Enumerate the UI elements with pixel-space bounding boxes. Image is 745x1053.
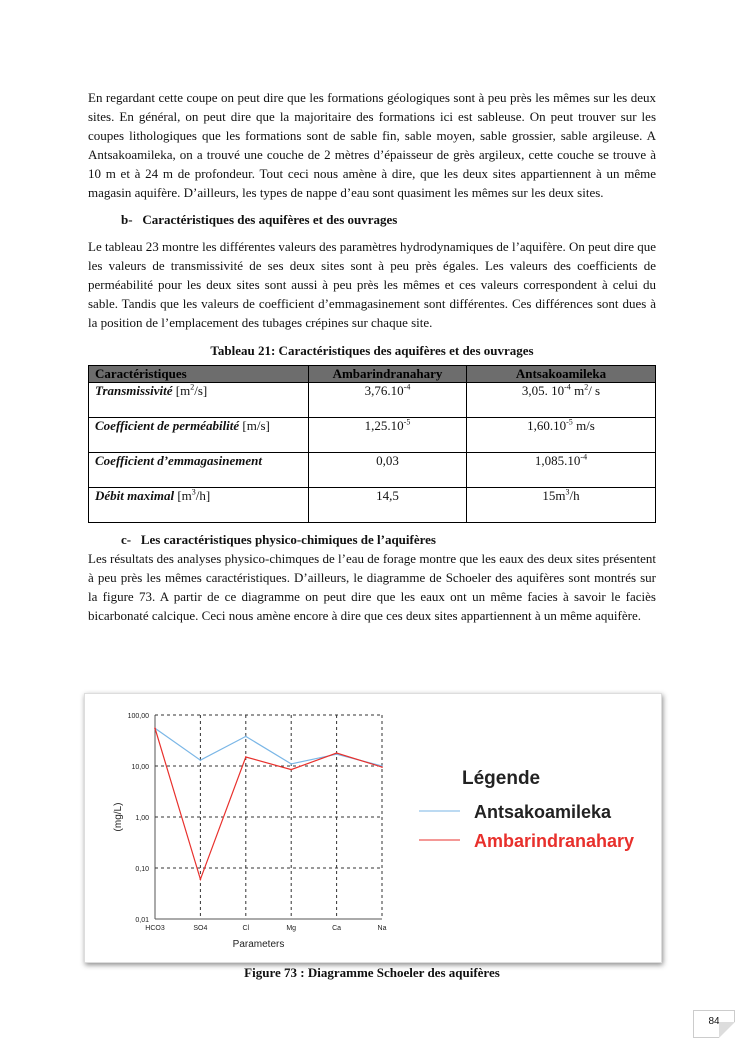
table-row (89, 453, 656, 488)
section-b-heading (121, 210, 656, 229)
ambarindranahary-value: $3,76.10^{-4}$ (309, 383, 467, 418)
table-row (89, 488, 656, 523)
x-tick-label: Ca (332, 925, 342, 932)
y-tick-label: 0,10 (135, 866, 149, 873)
data-point (245, 756, 247, 758)
x-tick-label: Mg (286, 925, 297, 932)
intro-paragraph: En regardant cette coupe on peut dire que les formations géologiques sont à peu près les mêmes sur les deux sites. En général, on peut dire que la majoritaire des formations ici est sableuse. On peut trouver sur les coupes lithologiques que les formations sont de sable fin, sable moyen, sable grossier, sable argileuse. A Antsakoamileka, on a trouvé une couche de 2 mètres d’épaisseur de grès argileux, cette couche se trouve à 10 m et à 24 m de profondeur. Tout ceci nous amène à dire, que les deux sites appartiennent à un même magasin aquifère. D’ailleurs, les types de nappe d’eau sont quasiment les mêmes sur les deux sites. (88, 90, 656, 200)
series-line-ambarindranahary (155, 728, 382, 879)
ambarindranahary-value: 14,5 (309, 488, 467, 523)
table-caption: Tableau 21: Caractéristiques des aquifères et des ouvrages (210, 343, 534, 358)
data-point (200, 879, 202, 881)
antsakoamileka-value: $1,60.10^{-5}$ m/s (467, 418, 656, 453)
table-header-cell: Antsakoamileka (467, 366, 656, 383)
ambarindranahary-value: 0,03 (309, 453, 467, 488)
page-content (88, 88, 656, 625)
row-label: Coefficient de perméabilité [m/s] (89, 418, 309, 453)
figure-caption: Figure 73 : Diagramme Schoeler des aquifères (244, 965, 500, 980)
section-b-title: Caractéristiques des aquifères et des ouvrages (142, 212, 398, 227)
data-point (290, 769, 292, 771)
schoeler-figure (84, 693, 662, 963)
row-label: Coefficient d’emmagasinement (89, 453, 309, 488)
data-point (381, 766, 383, 768)
section-c-heading (121, 530, 656, 549)
x-tick-label: Cl (242, 925, 250, 932)
section-b-paragraph: Le tableau 23 montre les différentes valeurs des paramètres hydrodynamiques de l’aquifère. On peut dire que les valeurs de transmissivité de ses deux sites sont à peu près égales. Les valeurs des coefficients de perméabilité pour les deux sites sont aussi à peu près les mêmes et ces valeurs correspondent à celui du sable. Tandis que les valeurs de coefficient d’emmagasinement sont différentes. Ces différences sont dues à la position de l’emplacement des tubages crépines sur chaque site. (88, 239, 656, 330)
section-b-marker: b- (121, 212, 133, 227)
x-tick-label: HCO3 (145, 925, 165, 932)
legend-entry: Ambarindranahary (474, 831, 635, 851)
x-tick-label: SO4 (193, 925, 208, 932)
y-tick-label: 1,00 (135, 815, 149, 822)
table-header-cell: Ambarindranahary (309, 366, 467, 383)
page-number: 84 (693, 1010, 735, 1038)
y-axis-label: (mg/L) (113, 802, 124, 832)
section-c-marker: c- (121, 532, 132, 547)
y-tick-label: 10,00 (131, 764, 149, 771)
antsakoamileka-value: 3,05. $10^{-4}$ $m^2/$ s (467, 383, 656, 418)
series-line-antsakoamileka (155, 728, 382, 766)
data-point (200, 759, 202, 761)
x-tick-label: Na (377, 925, 387, 932)
data-point (245, 736, 247, 738)
legend-entry: Antsakoamileka (474, 802, 612, 822)
section-c-title: Les caractéristiques physico-chimiques de l’aquifères (140, 532, 436, 547)
characteristics-table (88, 365, 656, 523)
y-tick-label: 0,01 (135, 917, 149, 924)
table-row (89, 418, 656, 453)
row-label: Transmissivité $[m^2/s]$ (89, 383, 309, 418)
y-tick-label: 100,00 (127, 713, 149, 720)
ambarindranahary-value: $1,25.10^{-5}$ (309, 418, 467, 453)
table-header-cell: Caractéristiques (89, 366, 309, 383)
schoeler-chart (85, 694, 661, 962)
antsakoamileka-value: $1,085.10^{-4}$ (467, 453, 656, 488)
data-point (154, 727, 156, 729)
x-axis-label: Parameters (232, 939, 285, 950)
table-row (89, 383, 656, 418)
antsakoamileka-value: $15m^3/h$ (467, 488, 656, 523)
data-point (336, 752, 338, 754)
legend-title: Légende (462, 768, 541, 789)
section-c-paragraph: Les résultats des analyses physico-chimques de l’eau de forage montre que les eaux des deux sites présentent à peu près les mêmes caractéristiques. D’ailleurs, le diagramme de Schoeler des aquifères sont montrés sur la figure 73. A partir de ce diagramme on peut dire que les eaux ont un même facies à savoir le faciès bicarbonaté calcique. Ceci nous amène encore à dire que ces deux sites appartiennent à un même aquifère. (88, 551, 656, 623)
table-header-row (89, 366, 656, 383)
row-label: Débit maximal $[m^3/h]$ (89, 488, 309, 523)
data-point (290, 763, 292, 765)
